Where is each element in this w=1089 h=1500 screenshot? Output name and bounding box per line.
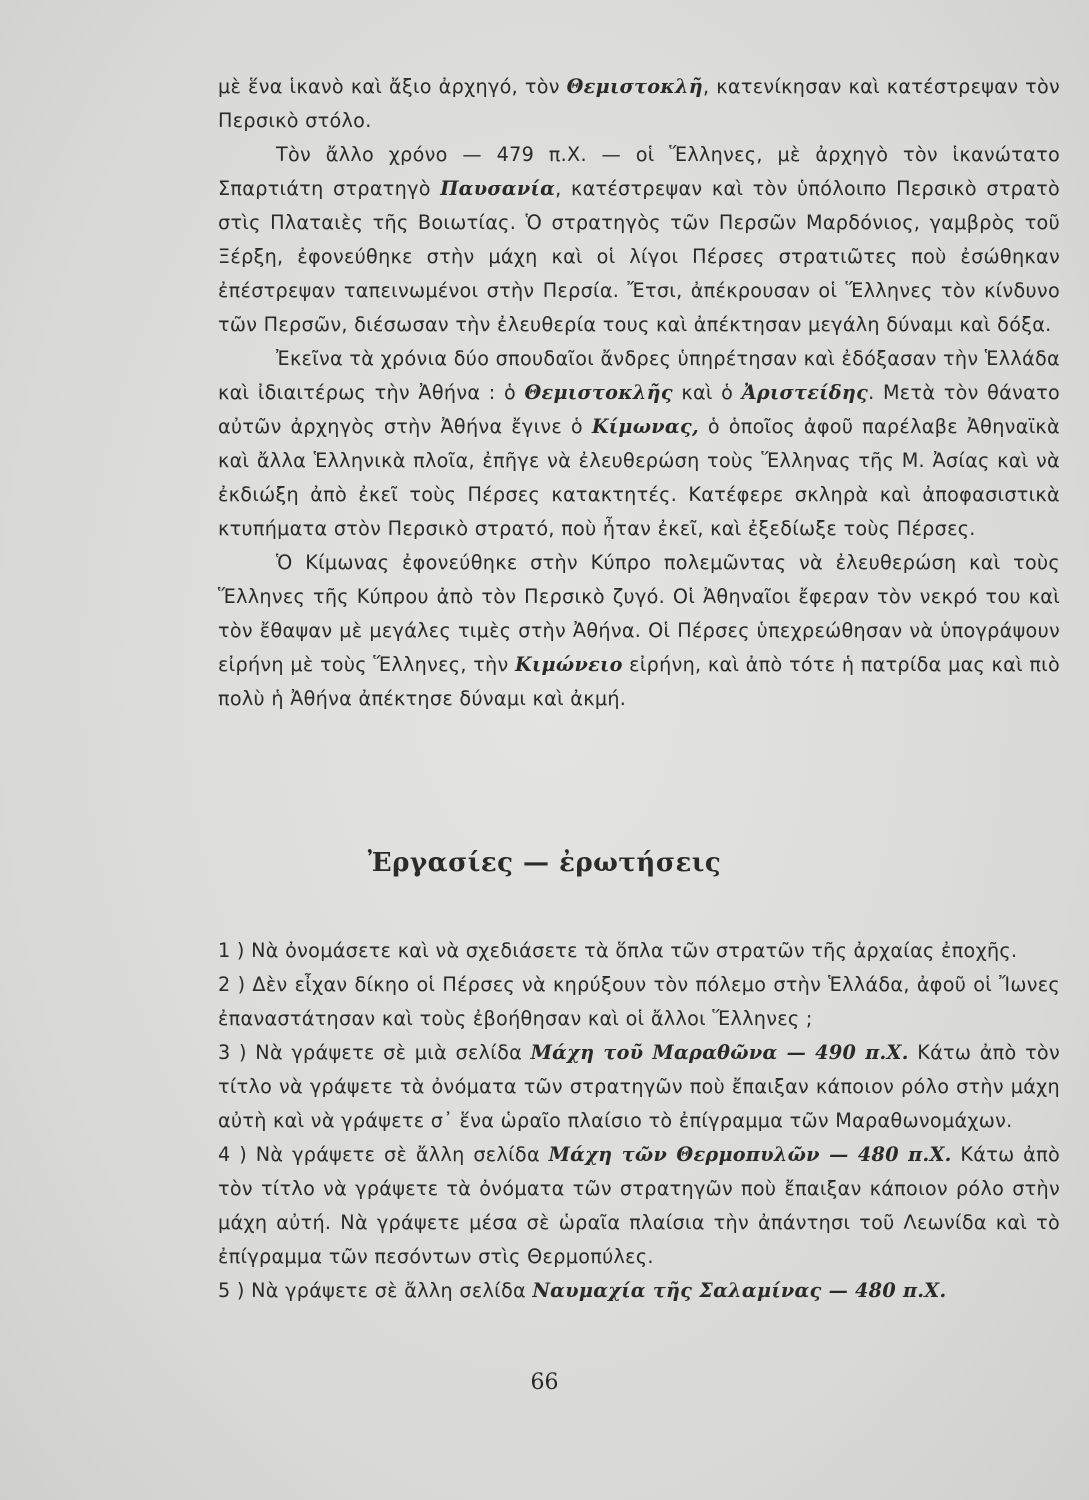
paragraph-1 — [218, 70, 1060, 138]
section-heading: Ἐργασίες — ἐρωτήσεις — [367, 848, 722, 878]
bold-name: Κιμώνειο — [514, 653, 623, 676]
text-run: 5 ) Νὰ γράψετε σὲ ἄλλη σελίδα — [218, 1279, 533, 1302]
text-run: ὁ ὁποῖος ἀφοῦ παρέλαβε Ἀθηναϊκὰ καὶ ἄλλα Ἑλληνικὰ πλοῖα, ἐπῆγε νὰ ἐλευθερώση τοὺς Ἕλληνας τῆς Μ. Ἀσίας καὶ νὰ ἐκδιώξη ἀπὸ ἐκεῖ τοὺς Πέρσες κατακτητές. Κατέφερε σκληρὰ καὶ ἀποφασιστικὰ κτυπήματα στὸν Περσικὸ στρατό, ποὺ ἦταν ἐκεῖ, καὶ ἐξεδίωξε τοὺς Πέρσες. — [218, 415, 1060, 540]
paragraph-4 — [218, 546, 1060, 716]
text-run: Τὸν ἄλλο χρόνο — 479 π.Χ. — οἱ Ἕλληνες, μὲ ἀρχηγὸ τὸν ἱκανώτατο Σπαρτιάτη στρατηγὸ — [218, 143, 1060, 200]
bold-name: Θεμιστοκλῆς — [524, 381, 673, 404]
text-run: Κάτω ἀπὸ τὸν τίτλο νὰ γράψετε τὰ ὀνόματα τῶν στρατηγῶν ποὺ ἔπαιξαν κάποιον ρόλο στὴν μάχη αὐτή. Νὰ γράψετε μέσα σὲ ὡραῖα πλαίσια τὴν ἀπάντησι τοῦ Λεωνίδα καὶ τὸ ἐπίγραμμα τῶν πεσόντων στὶς Θερμοπύλες. — [218, 1143, 1060, 1268]
bold-title: Μάχη τοῦ Μαραθῶνα — 490 π.Χ. — [530, 1041, 909, 1064]
text-run: Ὁ Κίμωνας ἐφονεύθηκε στὴν Κύπρο πολεμῶντας νὰ ἐλευθερώση καὶ τοὺς Ἕλληνες τῆς Κύπρου ἀπὸ τὸν Περσικὸ ζυγό. Οἱ Ἀθηναῖοι ἔφεραν τὸν νεκρό του καὶ τὸν ἔθαψαν μὲ μεγάλες τιμὲς στὴν Ἀθήνα. Οἱ Πέρσες ὑπεχρεώθησαν νὰ ὑπογράψουν εἰρήνη μὲ τοὺς Ἕλληνες, τὴν — [218, 551, 1060, 676]
bold-name: Θεμιστοκλῆ — [566, 75, 704, 98]
page-number: 66 — [530, 1370, 559, 1395]
text-run: καὶ ὁ — [672, 381, 742, 404]
bold-title: Ναυμαχία τῆς Σαλαμίνας — 480 π.Χ. — [532, 1279, 947, 1302]
text-run: 3 ) Νὰ γράψετε σὲ μιὰ σελίδα — [218, 1041, 531, 1064]
question-2 — [218, 968, 1060, 1036]
question-3 — [218, 1036, 1060, 1138]
questions-list — [218, 934, 1060, 1308]
bold-name: Ἀριστείδης — [741, 381, 869, 404]
text-run: Κάτω ἀπὸ τὸν τίτλο νὰ γράψετε τὰ ὀνόματα τῶν στρατηγῶν ποὺ ἔπαιξαν κάποιον ρόλο στὴν μάχη αὐτὴ καὶ νὰ γράψετε σ᾽ ἕνα ὡραῖο πλαίσιο τὸ ἐπίγραμμα τῶν Μαραθωνομάχων. — [218, 1041, 1060, 1132]
question-1 — [218, 934, 1060, 968]
text-run: 2 ) Δὲν εἶχαν δίκηο οἱ Πέρσες νὰ κηρύξουν τὸν πόλεμο στὴν Ἑλλάδα, ἀφοῦ οἱ Ἴωνες ἐπαναστάτησαν καὶ τοὺς ἐβοήθησαν καὶ οἱ ἄλλοι Ἕλληνες ; — [218, 973, 1060, 1030]
text-run: Ἐκεῖνα τὰ χρόνια δύο σπουδαῖοι ἄνδρες ὑπηρέτησαν καὶ ἐδόξασαν τὴν Ἑλλάδα καὶ ἰδιαιτέρως τὴν Ἀθήνα : ὁ — [218, 347, 1060, 404]
text-run: , κατέστρεψαν καὶ τὸν ὑπόλοιπο Περσικὸ στρατὸ στὶς Πλαταιὲς τῆς Βοιωτίας. Ὁ στρατηγὸς τῶν Περσῶν Μαρδόνιος, γαμβρὸς τοῦ Ξέρξη, ἐφονεύθηκε στὴν μάχη καὶ οἱ λίγοι Πέρσες στρατιῶτες ποὺ ἐσώθηκαν ἐπέστρεψαν ταπεινωμένοι στὴν Περσία. Ἔτσι, ἀπέκρουσαν οἱ Ἕλληνες τὸν κίνδυνο τῶν Περσῶν, διέσωσαν τὴν ἐλευθερία τους καὶ ἀπέκτησαν μεγάλη δύναμι καὶ δόξα. — [218, 177, 1060, 336]
bold-name: Κίμωνας, — [591, 415, 699, 438]
paragraph-2 — [218, 138, 1060, 342]
bold-name: Παυσανία — [440, 177, 556, 200]
text-run: . Μετὰ τὸν θάνατο αὐτῶν ἀρχηγὸς στὴν Ἀθήνα ἔγινε ὁ — [218, 381, 1060, 438]
question-4 — [218, 1138, 1060, 1274]
paragraph-3 — [218, 342, 1060, 546]
bold-title: Μάχη τῶν Θερμοπυλῶν — 480 π.Χ. — [548, 1143, 952, 1166]
main-text — [218, 70, 1060, 716]
text-run: μὲ ἕνα ἱκανὸ καὶ ἄξιο ἀρχηγό, τὸν — [218, 75, 567, 98]
text-run: εἰρήνη, καὶ ἀπὸ τότε ἡ πατρίδα μας καὶ πιὸ πολὺ ἡ Ἀθήνα ἀπέκτησε δύναμι καὶ ἀκμή. — [218, 653, 1061, 710]
question-5 — [218, 1274, 1060, 1308]
text-run: 1 ) Νὰ ὀνομάσετε καὶ νὰ σχεδιάσετε τὰ ὅπλα τῶν στρατῶν τῆς ἀρχαίας ἐποχῆς. — [218, 939, 1018, 962]
text-run: , κατενίκησαν καὶ κατέστρεψαν τὸν Περσικὸ στόλο. — [218, 75, 1060, 132]
text-run: 4 ) Νὰ γράψετε σὲ ἄλλη σελίδα — [218, 1143, 549, 1166]
